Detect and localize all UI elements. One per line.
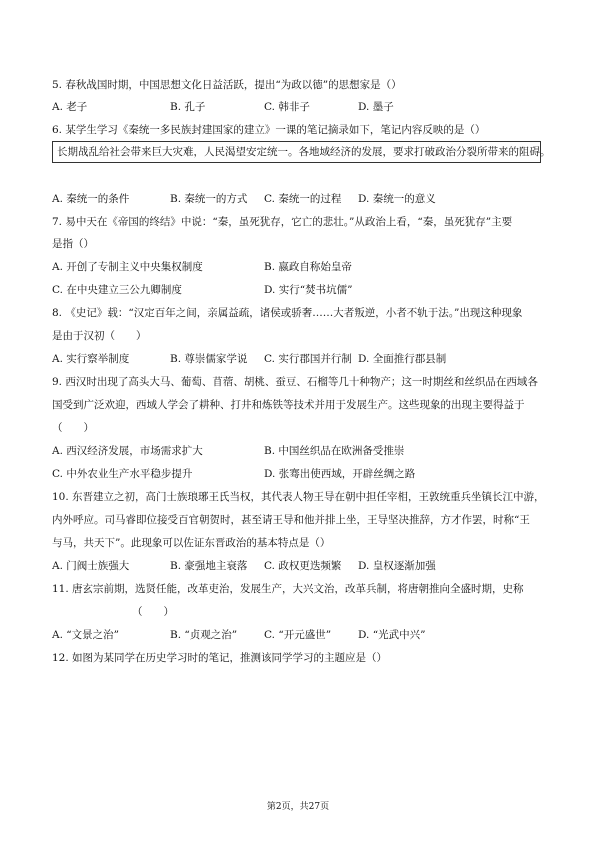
q8-option-c: C. 实行郡国并行制	[264, 353, 352, 365]
q9-option-d: D. 张骞出使西域，开辟丝绸之路	[264, 468, 416, 480]
q7-option-c: C. 在中央建立三公九卿制度	[52, 284, 182, 296]
q10-stem-line2: 内外呼应。司马睿即位接受百官朝贺时，甚至请王导和他并排上坐，王导坚决推辞，方才作罢，时称“王	[52, 514, 530, 526]
q8-stem-line2: 是由于汉初（ ）	[52, 330, 147, 342]
q6-option-c: C. 秦统一的过程	[264, 193, 342, 205]
q11-stem-line1: 11. 唐玄宗前期，选贤任能，改革吏治，发展生产，大兴文治，改革兵制，将唐朝推向全盛时期，史称	[52, 583, 524, 595]
q6-note-text: 长期战乱给社会带来巨大灾难，人民渴望安定统一。各地域经济的发展，要求打破政治分裂所带来的阻碍。	[57, 146, 551, 158]
page-footer: 第2页，共27页	[266, 802, 330, 812]
q9-option-c: C. 中外农业生产水平稳步提升	[52, 468, 193, 480]
q5-option-c: C. 韩非子	[264, 101, 310, 113]
q11-option-b: B. “贞观之治”	[170, 629, 238, 641]
q7-stem-line1: 7. 易中天在《帝国的终结》中说：“秦，虽死犹存，它亡的悲壮。”从政治上看，“秦，虽死犹存”主要	[52, 216, 513, 228]
q9-stem-line3: （ ）	[52, 422, 94, 434]
q7-option-a: A. 开创了专制主义中央集权制度	[52, 261, 203, 273]
q5-option-a: A. 老子	[52, 101, 88, 113]
q10-option-c: C. 政权更迭频繁	[264, 560, 342, 572]
q6-option-a: A. 秦统一的条件	[52, 193, 130, 205]
q11-option-c: C. “开元盛世”	[264, 629, 332, 641]
q5-option-d: D. 墨子	[358, 101, 394, 113]
q6-option-d: D. 秦统一的意义	[358, 193, 436, 205]
q11-option-a: A. “文景之治”	[52, 629, 119, 641]
q8-option-d: D. 全面推行郡县制	[358, 353, 447, 365]
q6-stem: 6. 某学生学习《秦统一多民族封建国家的建立》一课的笔记摘录如下，笔记内容反映的是（）	[52, 124, 486, 136]
q11-stem-line2: （ ）	[132, 606, 174, 618]
q8-option-a: A. 实行察举制度	[52, 353, 130, 365]
q10-option-d: D. 皇权逐渐加强	[358, 560, 436, 572]
q9-option-b: B. 中国丝织品在欧洲备受推崇	[264, 445, 405, 457]
q8-option-b: B. 尊崇儒家学说	[170, 353, 248, 365]
q10-option-a: A. 门阀士族强大	[52, 560, 130, 572]
q5-option-b: B. 孔子	[170, 101, 206, 113]
q5-stem: 5. 春秋战国时期，中国思想文化日益活跃，提出“为政以德”的思想家是（）	[52, 79, 402, 91]
q10-stem-line1: 10. 东晋建立之初，高门士族琅琊王氏当权，其代表人物王导在朝中担任宰相，王敦统重兵坐镇长江中游，	[52, 491, 545, 503]
q8-stem-line1: 8. 《史记》载：“汉定百年之间，亲属益疏，诸侯或骄奢……大者叛逆，小者不轨于法。”出现这种现象	[52, 307, 523, 319]
q9-option-a: A. 西汉经济发展，市场需求扩大	[52, 445, 203, 457]
q7-option-b: B. 嬴政自称始皇帝	[264, 261, 352, 273]
q7-option-d: D. 实行“焚书坑儒”	[264, 284, 353, 296]
q11-option-d: D. “光武中兴”	[358, 629, 426, 641]
q12-stem: 12. 如图为某同学在历史学习时的笔记，推测该同学学习的主题应是（）	[52, 652, 388, 664]
q9-stem-line1: 9. 西汉时出现了高头大马、葡萄、苜蓿、胡桃、蚕豆、石榴等几十种物产；这一时期丝和丝织品在西域各	[52, 376, 538, 388]
q7-stem-line2: 是指（）	[52, 238, 94, 250]
q6-note-box	[52, 141, 551, 163]
q9-stem-line2: 国受到广泛欢迎，西域人学会了耕种、打井和炼铁等技术并用于发展生产。这些现象的出现主要得益于	[52, 399, 525, 411]
q10-stem-line3: 与马，共天下”。此现象可以佐证东晋政治的基本特点是（）	[52, 537, 331, 549]
q6-option-b: B. 秦统一的方式	[170, 193, 248, 205]
q10-option-b: B. 豪强地主衰落	[170, 560, 248, 572]
